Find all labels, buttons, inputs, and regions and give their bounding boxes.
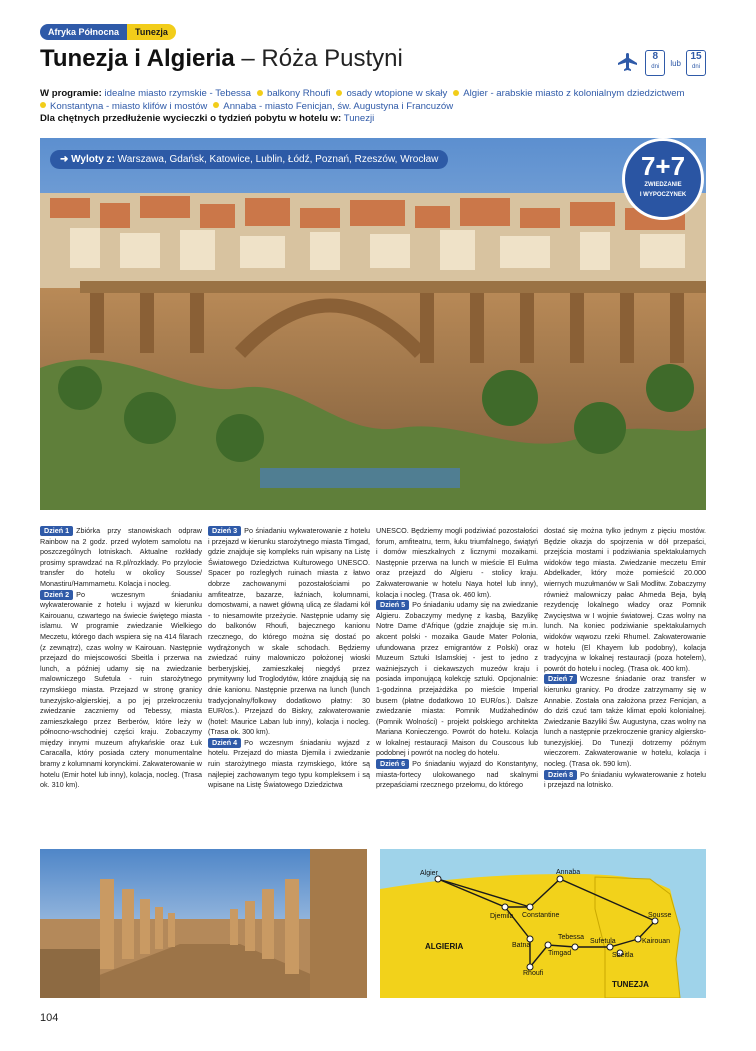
plane-icon <box>616 51 640 75</box>
program-item: Annaba - miasto Fenicjan, św. Augustyna i Francuzów <box>223 100 454 112</box>
map-label-city: Constantine <box>522 912 560 919</box>
page-number: 104 <box>40 1012 59 1024</box>
hero-photo <box>40 138 706 510</box>
map-label-city: Batna <box>512 942 531 949</box>
bullet-icon <box>40 102 46 108</box>
day-entry: Dzień 7 Wczesne śniadanie oraz transfer w kierunku granicy. Po drodze zatrzymamy się w Annabie. Została ona założona przez Fenicjan, a do dziś czuć tam także klimat epoki kolonialnej. Zwiedzanie Bazyliki Św. Augustyna, czas wolny na lunch a następnie przekroczenie granicy algiersko-tunezyjskiej. Do Tunezji dotrzemy późnym wieczorem. Zakwaterowanie w hotelu, kolacja i nocleg. (Trasa ok. 590 km). <box>544 674 706 769</box>
map-label-city: Timgad <box>548 950 572 957</box>
itinerary <box>40 526 706 846</box>
itinerary-column-2 <box>208 526 370 846</box>
badge-line-2: I WYPOCZYNEK <box>639 192 687 198</box>
program-item: Konstantyna - miasto klifów i mostów <box>50 100 208 112</box>
day-entry-continued: UNESCO. Będziemy mogli podziwiać pozostałości forum, amfiteatru, term, łuku triumfalnego, świątyń i domów mieszkalnych z licznymi mozaikami. Następnie przerwa na lunch w mieście El Eulma oraz przejazd do Algieru - stolicy kraju. Zakwaterowanie w hotelu Naya hotel lub inny), kolacja i nocleg. (Trasa ok. 460 km). <box>376 526 538 599</box>
day-entry: Dzień 4 Po wczesnym śniadaniu wyjazd z hotelu. Przejazd do miasta Djemila i zwiedzanie ruin starożytnego miasta rzymskiego, które są najlepiej zachowanym tego typu kompleksem i są wpisane na Listę Światowego Dziedzictwa <box>208 737 370 790</box>
extension-text: Dla chętnych przedłużenie wycieczki o tydzień pobytu w hotelu w: <box>40 113 342 124</box>
map-label-city: Sufetula <box>590 938 616 945</box>
map-label-city: Sousse <box>648 912 672 919</box>
program-item: balkony Rhoufi <box>266 88 331 99</box>
bullet-icon <box>213 102 219 108</box>
map-label-city: Algier <box>420 870 438 877</box>
day-entry: Dzień 2 Po wczesnym śniadaniu wykwaterowanie z hotelu i wyjazd w kierunku Kairouanu, czwartego na świecie świętego miasta islamu. W programie zwiedzanie Wielkiego Meczetu, którego dach wspiera się na 414 filarach (z zewnątrz), czas wolny w Kairouan. Następnie przejazd do miejscowości Sbeitla i przerwa na lunch, a później udamy się na zwiedzanie malowniczego Sufetula - ruin starożytnego rzymskiego miasta. Przejazd w stronę granicy tunezyjsko-algierskiej, a po jej przekroczeniu zwiedzanie zaczniemy od Tebessy, miasta zamieszkałego przez Berberów, które leży w północno-wschodniej części kraju. Zobaczymy między innymi muzeum afrykańskie oraz Łuk Caracalla, który posiada cztery monumentalne bramy z kolumnami korynckimi. Zakwaterowanie w hotelu (Emir hotel lub inny), kolacja, nocleg. (Trasa ok. 310 km). <box>40 589 202 790</box>
breadcrumb <box>40 24 176 40</box>
day-entry: Dzień 5 Po śniadaniu udamy się na zwiedzanie Algieru. Zobaczymy medynę z kasbą, Bazylikę Notre Dame d'Afrique (gdzie znajduje się m.in. akcent polski - mozaika Gaude Mater Polonia, ufundowana przez emigrantów z Polski) oraz Muzeum Sztuki Islamskiej - jest to jedno z ważniejszych i ciekawszych muzeów kraju i posiada imponującą kolekcję sztuki. Opcjonalnie: 1-godzinna przejażdżka po mieście Imperial busem (płatne dodatkowo 10 EUR/os.). Dalsze zwiedzanie miasta: Pomnik Mudżahedinów (Pomnik Wolności) - projekt polskiego architekta Mariana Konieczengo. Powrót do hotelu. Kolacja w lokalnej restauracji Maison du Couscous lub podobnej i powrót na nocleg do hotelu. <box>376 600 538 758</box>
map-label-country: TUNEZJA <box>612 980 649 989</box>
program-item: osady wtopione w skały <box>346 88 448 99</box>
tour-type-badge <box>622 138 704 220</box>
bullet-icon <box>257 90 263 96</box>
duration-or: lub <box>670 58 681 68</box>
day-entry: Dzień 8 Po śniadaniu wykwaterowanie z hotelu i przejazd na lotnisko. <box>544 769 706 790</box>
map-label-city: Djemila <box>490 913 514 920</box>
map-label-city: Rhoufi <box>523 970 544 977</box>
route-map <box>380 849 706 998</box>
duration-badges <box>616 50 706 76</box>
ruins-photo <box>40 849 367 998</box>
breadcrumb-country[interactable]: Tunezja <box>127 24 176 40</box>
departures-banner: ➜ Wyloty z: Warszawa, Gdańsk, Katowice, Lublin, Łódź, Poznań, Rzeszów, Wrocław <box>50 150 448 169</box>
map-label-city: Annaba <box>556 869 581 876</box>
bullet-icon <box>336 90 342 96</box>
day-entry: Dzień 1 Zbiórka przy stanowiskach odpraw Rainbow na 2 godz. przed wylotem samolotu na poszczególnych lotniskach. Aktualne rozkłady prosimy sprawdzać na R.pl/rozklady. Po przylocie transfer do hotelu w okolicy Sousse/ Monastiru/Hammametu. Kolacja i nocleg. <box>40 526 202 588</box>
roman-ruins-illustration <box>40 849 367 998</box>
program-item: idealne miasto rzymskie - Tebessa <box>104 88 251 99</box>
page-title <box>40 44 403 74</box>
extension-place-link[interactable]: Tunezji <box>343 113 375 124</box>
title-main: Tunezja i Algieria <box>40 45 235 72</box>
map-label-city: Tebessa <box>558 934 585 941</box>
title-sub: – Róża Pustyni <box>241 45 403 72</box>
duration-8-days: 8 dni <box>645 50 665 76</box>
badge-number: 7+7 <box>640 151 686 181</box>
program-label: W programie: <box>40 88 102 99</box>
map-label-country: ALGIERIA <box>425 942 464 951</box>
day-entry: Dzień 6 Po śniadaniu wyjazd do Konstantyny, miasta-fortecy ulokowanego nad skalnymi przepaściami rzecznego przełomu, do którego <box>376 759 538 790</box>
itinerary-column-1 <box>40 526 202 846</box>
badge-line-1: ZWIEDZANIE <box>644 182 682 188</box>
day-entry-continued: dostać się można tylko jednym z pięciu mostów. Będzie okazja do spojrzenia w dół przepaści, przejścia mostami i podziwiania spektakularnych widoków tego miasta. Zwiedzanie meczetu Emir Abdelkader, który może pomieścić 20.000 wiernych muzułmanów w Sali Modlitw. Zobaczymy również malowniczy pałac Ahmeda Beja, byłą rezydencję lokalnego władcy oraz Pomnik Zwycięstwa w I wojnie światowej. Czas wolny na lunch. Na koniec podziwianie spektakularnych widoków wąwozu rzeki Rhumel. Zakwaterowanie w hotelu (El Khayem lub podobny), kolacja tradycyjna w lokalnej restauracji (poza hotelem), powrót do hotelu i nocleg. (Trasa ok. 400 km). <box>544 526 706 673</box>
program-item: Algier - arabskie miasto z kolonialnym dziedzictwem <box>463 88 685 99</box>
program-highlights <box>40 88 716 126</box>
route-map-svg <box>380 849 706 998</box>
duration-15-days: 15 dni <box>686 50 706 76</box>
map-label-city: Sbeitla <box>612 952 634 959</box>
itinerary-column-4 <box>544 526 706 846</box>
breadcrumb-region[interactable]: Afryka Północna <box>40 24 127 40</box>
itinerary-column-3 <box>376 526 538 846</box>
map-label-city: Kairouan <box>642 938 671 945</box>
day-entry: Dzień 3 Po śniadaniu wykwaterowanie z hotelu i przejazd w kierunku starożytnego miasta Timgad, gdzie znajduje się kompleks ruin wpisany na Listę Światowego Dziedzictwa Kulturowego UNESCO. Spacer po rozległych ruinach miasta z łatwo dobrze zachowanymi pozostałościami po amfiteatrze, bazarze, łaźniach, kolumnami, domostwami, a nawet główną ulicą ze śladami kół - to niesamowite przeżycie. Następnie udamy się do balkonów Rhoufi, bajecznego kanionu rzecznego, do którego można się dostać po wydrążonych w skale schodach. Będziemy zwiedzać ruiny malowniczo położonej wioski berberyjskiej, zamieszkałej niegdyś przez prymitywny lud Troglodytów, które znajdują się na dnie kanionu. Następnie przerwa na lunch (lunch tradycjonalny/folkowy dodatkowo płatny: 30 EUR/os.). Przejazd do Biskry, zakwaterowanie (hotel: Maurice Laban lub inny), kolacja i nocleg. (Trasa ok. 300 km). <box>208 526 370 737</box>
constantine-bridge-illustration <box>40 138 706 510</box>
bullet-icon <box>453 90 459 96</box>
